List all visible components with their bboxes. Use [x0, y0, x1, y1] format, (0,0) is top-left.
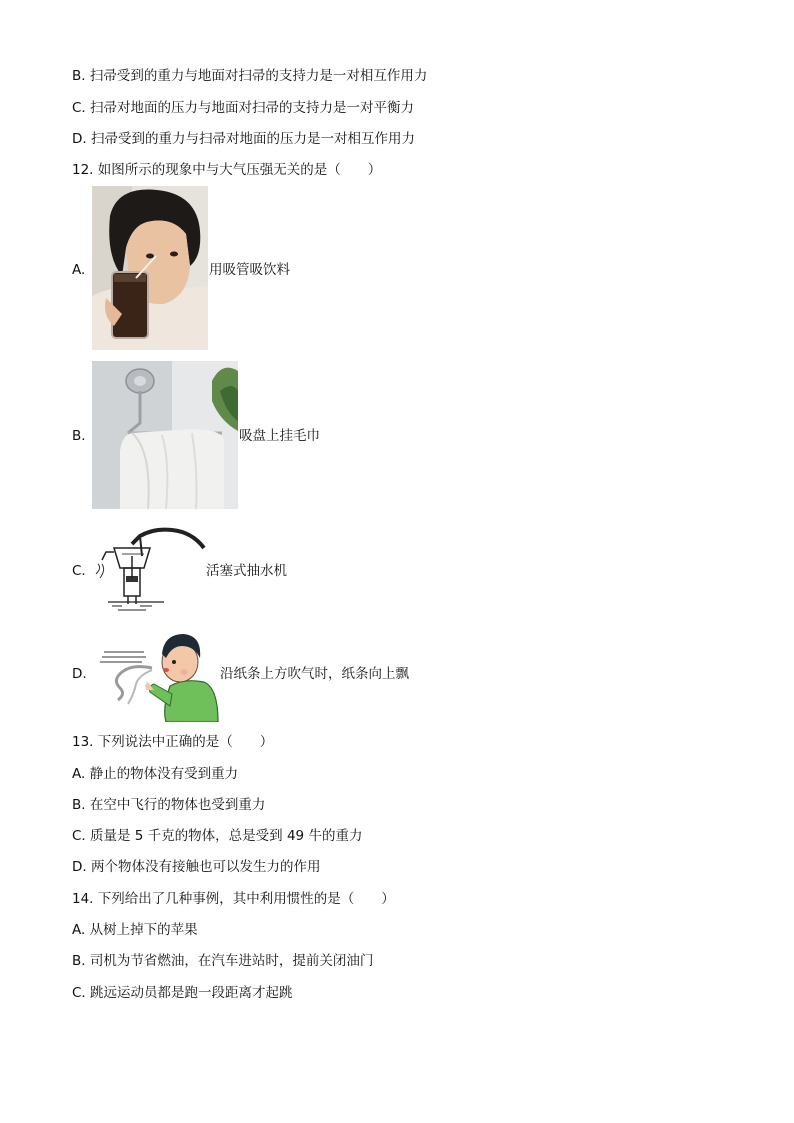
- q13-option-b: B. 在空中飞行的物体也受到重力: [72, 797, 266, 813]
- q12-option-a-label: A.: [72, 262, 86, 278]
- q12-option-b-caption: 吸盘上挂毛巾: [239, 428, 320, 444]
- q12-option-d-caption: 沿纸条上方吹气时，纸条向上飘: [220, 666, 409, 682]
- q11-option-c: C. 扫帚对地面的压力与地面对扫帚的支持力是一对平衡力: [72, 100, 415, 116]
- q11-option-b: B. 扫帚受到的重力与地面对扫帚的支持力是一对相互作用力: [72, 68, 428, 84]
- q11-option-d: D. 扫帚受到的重力与扫帚对地面的压力是一对相互作用力: [72, 131, 415, 147]
- q12-option-a-caption: 用吸管吸饮料: [209, 262, 290, 278]
- q12-option-c-label: C.: [72, 563, 86, 579]
- q12-option-b-label: B.: [72, 428, 86, 444]
- q13-stem: 13. 下列说法中正确的是（ ）: [72, 734, 274, 750]
- q13-option-a: A. 静止的物体没有受到重力: [72, 766, 239, 782]
- q13-option-d: D. 两个物体没有接触也可以发生力的作用: [72, 859, 321, 875]
- q14-stem: 14. 下列给出了几种事例，其中利用惯性的是（ ）: [72, 891, 395, 907]
- q14-option-a: A. 从树上掉下的苹果: [72, 922, 198, 938]
- q12-option-d-image: [92, 624, 220, 722]
- q14-option-c: C. 跳远运动员都是跑一段距离才起跳: [72, 985, 293, 1001]
- q12-option-b-image: [92, 361, 238, 509]
- q13-option-c: C. 质量是 5 千克的物体，总是受到 49 牛的重力: [72, 828, 363, 844]
- q12-option-c-caption: 活塞式抽水机: [206, 563, 287, 579]
- q12-option-a-image: [92, 186, 208, 350]
- q14-option-b: B. 司机为节省燃油，在汽车进站时，提前关闭油门: [72, 953, 374, 969]
- q12-option-c-image: [92, 522, 207, 612]
- q12-stem: 12. 如图所示的现象中与大气压强无关的是（ ）: [72, 162, 382, 178]
- q12-option-d-label: D.: [72, 666, 87, 682]
